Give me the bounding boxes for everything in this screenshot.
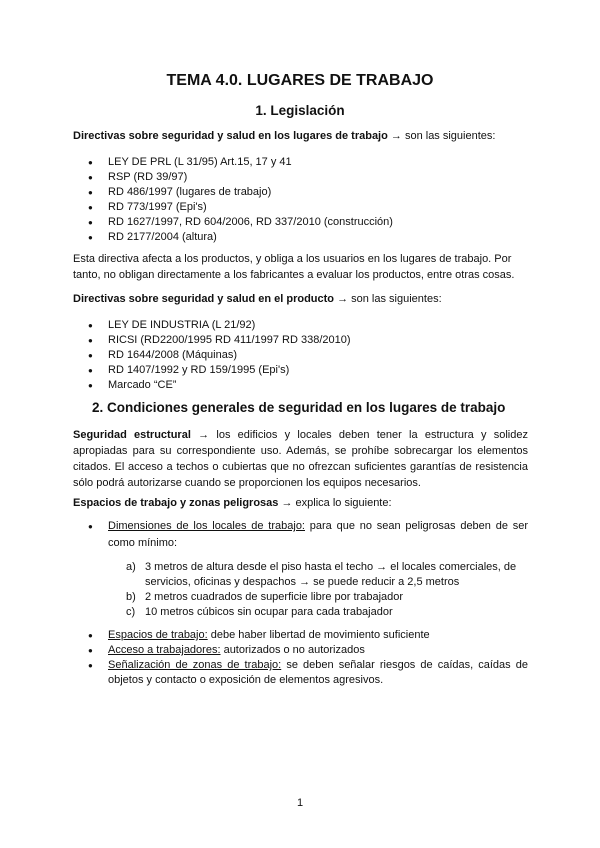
section-2-heading: 2. Condiciones generales de seguridad en los lugares de trabajo xyxy=(92,400,506,415)
dimension-subitems xyxy=(126,560,528,620)
list-item: ● RD 1407/1992 y RD 159/1995 (Epi's) xyxy=(88,363,351,378)
subitem-marker: a) xyxy=(126,561,136,573)
page-title: TEMA 4.0. LUGARES DE TRABAJO xyxy=(166,72,434,89)
structural-safety-paragraph xyxy=(73,427,528,491)
subitem-marker: c) xyxy=(126,606,136,618)
dimensions-text: para que no sean peligrosas deben de ser como mínimo: xyxy=(108,520,529,549)
list-item: ● LEY DE PRL (L 31/95) Art.15, 17 y 41 xyxy=(88,155,393,170)
dimensions-label: Dimensiones de los locales de trabajo: xyxy=(108,520,305,532)
list-item xyxy=(88,643,528,658)
spaces-lead xyxy=(73,495,528,511)
item-label: Acceso a trabajadores: xyxy=(108,644,221,656)
subitem-text: 3 metros de altura desde el piso hasta el techo → el locales comerciales, de servicios, oficinas y despachos → se puede reducir a 2,5 metros xyxy=(145,561,517,588)
page-number: 1 xyxy=(296,797,304,809)
product-directives-list xyxy=(88,318,351,393)
list-item: ● RSP (RD 39/97) xyxy=(88,170,393,185)
list-item: ● Marcado “CE” xyxy=(88,378,351,393)
product-directives-lead-bold: Directivas sobre seguridad y salud en el producto xyxy=(73,293,335,305)
product-directives-lead xyxy=(73,291,528,307)
list-item xyxy=(88,658,528,688)
list-item: ● RICSI (RD2200/1995 RD 411/1997 RD 338/2010) xyxy=(88,333,351,348)
spaces-lead-rest: → explica lo siguiente: xyxy=(278,497,392,509)
item-text: debe haber libertad de movimiento suficiente xyxy=(207,629,430,641)
section-1-heading: 1. Legislación xyxy=(255,103,345,118)
workplace-directives-list xyxy=(88,155,393,245)
list-item: ● RD 773/1997 (Epi's) xyxy=(88,200,393,215)
list-item: ● RD 486/1997 (lugares de trabajo) xyxy=(88,185,393,200)
product-directives-lead-rest: → son las siguientes: xyxy=(334,293,442,305)
item-label: Espacios de trabajo: xyxy=(108,629,208,641)
subitem-marker: b) xyxy=(126,591,136,603)
workplace-directives-lead-rest: → son las siguientes: xyxy=(387,130,496,142)
spaces-lead-bold: Espacios de trabajo y zonas peligrosas xyxy=(73,497,279,509)
structural-safety-text: → los edificios y locales deben tener la estructura y solidez apropiadas para su correspondiente uso. Además, se prohíbe sobrecargar los elementos citados. El acceso a techos o cubiertas que no ofrezcan suficientes garantías de resistencia sólo podrá autorizarse cuando se proporcionen los equipos necesarios. xyxy=(73,429,528,489)
subitem-text: 10 metros cúbicos sin ocupar para cada trabajador xyxy=(145,606,393,618)
dimensions-list xyxy=(88,518,528,552)
workspace-conditions-list xyxy=(88,628,528,688)
list-item: ● LEY DE INDUSTRIA (L 21/92) xyxy=(88,318,351,333)
list-item xyxy=(126,560,528,590)
structural-safety-label: Seguridad estructural xyxy=(73,429,191,441)
list-item xyxy=(126,590,528,605)
subitem-text: 2 metros cuadrados de superficie libre por trabajador xyxy=(145,591,404,603)
list-item xyxy=(88,628,528,643)
directive-note: Esta directiva afecta a los productos, y obliga a los usuarios en los lugares de trabajo. Por tanto, no obligan directamente a los fabricantes a evaluar los productos, entre otras cosas. xyxy=(73,253,515,281)
list-item xyxy=(88,518,528,552)
item-text: se deben señalar riesgos de caídas, caídas de objetos y contacto o exposición de elementos agresivos. xyxy=(108,659,528,686)
list-item: ● RD 1644/2008 (Máquinas) xyxy=(88,348,351,363)
list-item xyxy=(126,605,528,620)
item-text: autorizados o no autorizados xyxy=(220,644,365,656)
workplace-directives-lead xyxy=(73,128,528,144)
list-item: ● RD 2177/2004 (altura) xyxy=(88,230,393,245)
workplace-directives-lead-bold: Directivas sobre seguridad y salud en los lugares de trabajo xyxy=(73,130,388,142)
list-item: ● RD 1627/1997, RD 604/2006, RD 337/2010 (construcción) xyxy=(88,215,393,230)
item-label: Señalización de zonas de trabajo: xyxy=(108,659,282,671)
